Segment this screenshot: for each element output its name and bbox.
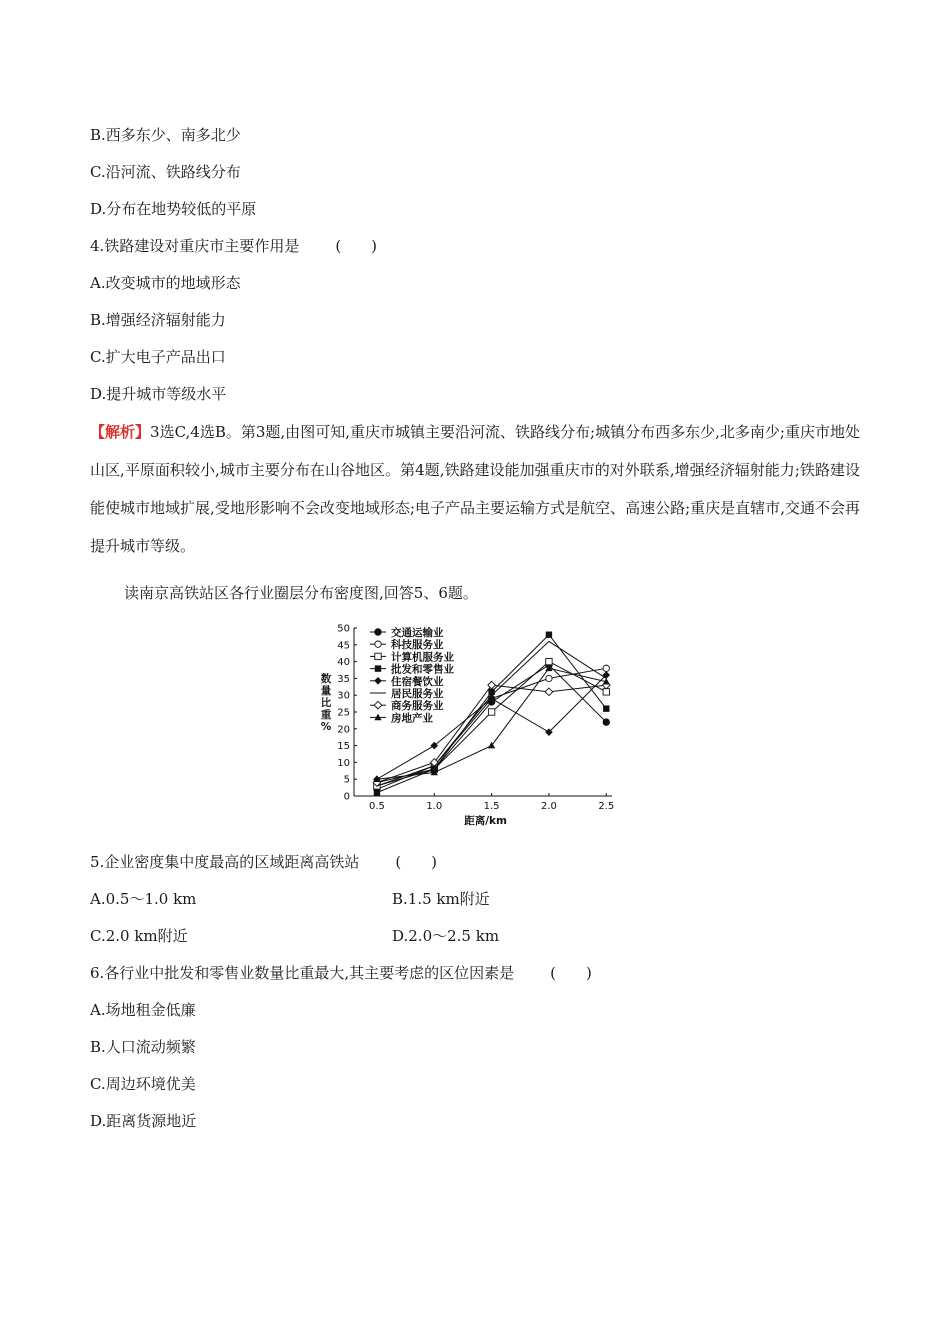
q4-answer-paren: ( ) [335,237,378,255]
analysis-text: 3选C,4选B。第3题,由图可知,重庆市城镇主要沿河流、铁路线分布;城镇分布西多东少,北多南少;重庆市地处山区,平原面积较小,城市主要分布在山谷地区。第4题,铁路建设能加强重庆市的对外联系,增强经济辐射能力;铁路建设能使城市地域扩展,受地形影响不会改变地域形态;电子产品主要运输方式是航空、高速公路;重庆是直辖市,交通不会再提升城市等级。 [90,423,860,555]
q6-stem [90,963,592,983]
y-axis-label-char: 数 [320,673,332,685]
q3-option-d: D.分布在地势较低的平原 [90,200,257,218]
legend-marker [374,677,382,685]
x-tick-label: 1.0 [426,801,443,812]
y-tick-label: 0 [343,791,350,803]
x-tick-label: 1.5 [483,801,500,812]
x-tick-label: 0.5 [368,801,385,812]
legend-label: 住宿餐饮业 [391,675,444,688]
legend-label: 计算机服务业 [391,651,454,664]
legend-label: 商务服务业 [391,700,444,713]
series-3-point [488,709,494,715]
series-3-point [603,689,609,695]
q3-option-b: B.西多东少、南多北少 [90,126,241,144]
legend-marker [375,629,381,635]
series-1-point [603,719,609,725]
y-tick-label: 5 [343,774,350,786]
analysis-paragraph [90,413,860,565]
q6-answer-paren: ( ) [550,964,592,982]
q6-option-d: D.距离货源地近 [90,1112,197,1130]
legend-marker [375,665,381,671]
q5-stem [90,852,437,872]
q3-option-c: C.沿河流、铁路线分布 [90,163,241,181]
y-axis-label-char: 比 [320,697,332,709]
legend-marker [374,701,382,709]
q6-option-c: C.周边环境优美 [90,1075,196,1093]
analysis-tag: 【解析】 [90,423,151,441]
series-4-point [603,705,609,711]
q4-option-d: D.提升城市等级水平 [90,385,227,403]
y-tick-label: 15 [337,741,350,753]
q5-option-d: D.2.0～2.5 km [392,927,500,945]
legend-marker [375,653,381,659]
q4-option-b: B.增强经济辐射能力 [90,311,226,329]
series-4-point [488,689,494,695]
y-tick-label: 25 [337,707,350,719]
y-tick-label: 20 [337,724,350,736]
series-7-point [545,688,553,696]
x-axis-label: 距离/km [464,815,507,827]
y-tick-label: 35 [337,673,350,685]
legend-marker [375,641,381,647]
series-4-point [374,789,380,795]
q5-option-a: A.0.5～1.0 km [90,890,197,908]
legend-label: 批发和零售业 [391,663,454,676]
legend-label: 科技服务业 [391,639,444,652]
q5-stem-text: 5.企业密度集中度最高的区域距离高铁站 [90,853,360,871]
series-2-point [603,665,609,671]
q5-answer-paren: ( ) [395,853,438,871]
y-tick-label: 45 [337,640,350,652]
industry-density-chart [318,620,628,830]
q4-option-c: C.扩大电子产品出口 [90,348,226,366]
series-2-point [546,675,552,681]
chart-intro: 读南京高铁站区各行业圈层分布密度图,回答5、6题。 [124,584,478,602]
legend-label: 交通运输业 [391,627,444,639]
y-axis-label-char: 重 [320,709,332,721]
q5-option-c: C.2.0 km附近 [90,927,188,945]
y-axis-label-char: % [320,721,332,733]
legend-label: 房地产业 [391,712,433,725]
q4-stem-text: 4.铁路建设对重庆市主要作用是 [90,237,300,255]
y-tick-label: 10 [337,757,350,769]
q6-option-b: B.人口流动频繁 [90,1038,196,1056]
q4-option-a: A.改变城市的地域形态 [90,274,241,292]
x-tick-label: 2.5 [598,801,615,812]
q5-option-b: B.1.5 km附近 [392,890,490,908]
y-axis-label-char: 量 [320,685,332,697]
y-tick-label: 40 [337,657,350,669]
series-4-point [546,632,552,638]
x-tick-label: 2.0 [540,801,557,812]
series-3-point [546,658,552,664]
q6-option-a: A.场地租金低廉 [90,1001,196,1019]
legend-label: 居民服务业 [391,688,444,700]
series-7-point [488,681,496,689]
y-tick-label: 30 [337,690,350,702]
q4-stem [90,236,377,256]
q6-stem-text: 6.各行业中批发和零售业数量比重最大,其主要考虑的区位因素是 [90,964,515,982]
y-tick-label: 50 [337,623,350,635]
chart-legend [370,626,454,724]
